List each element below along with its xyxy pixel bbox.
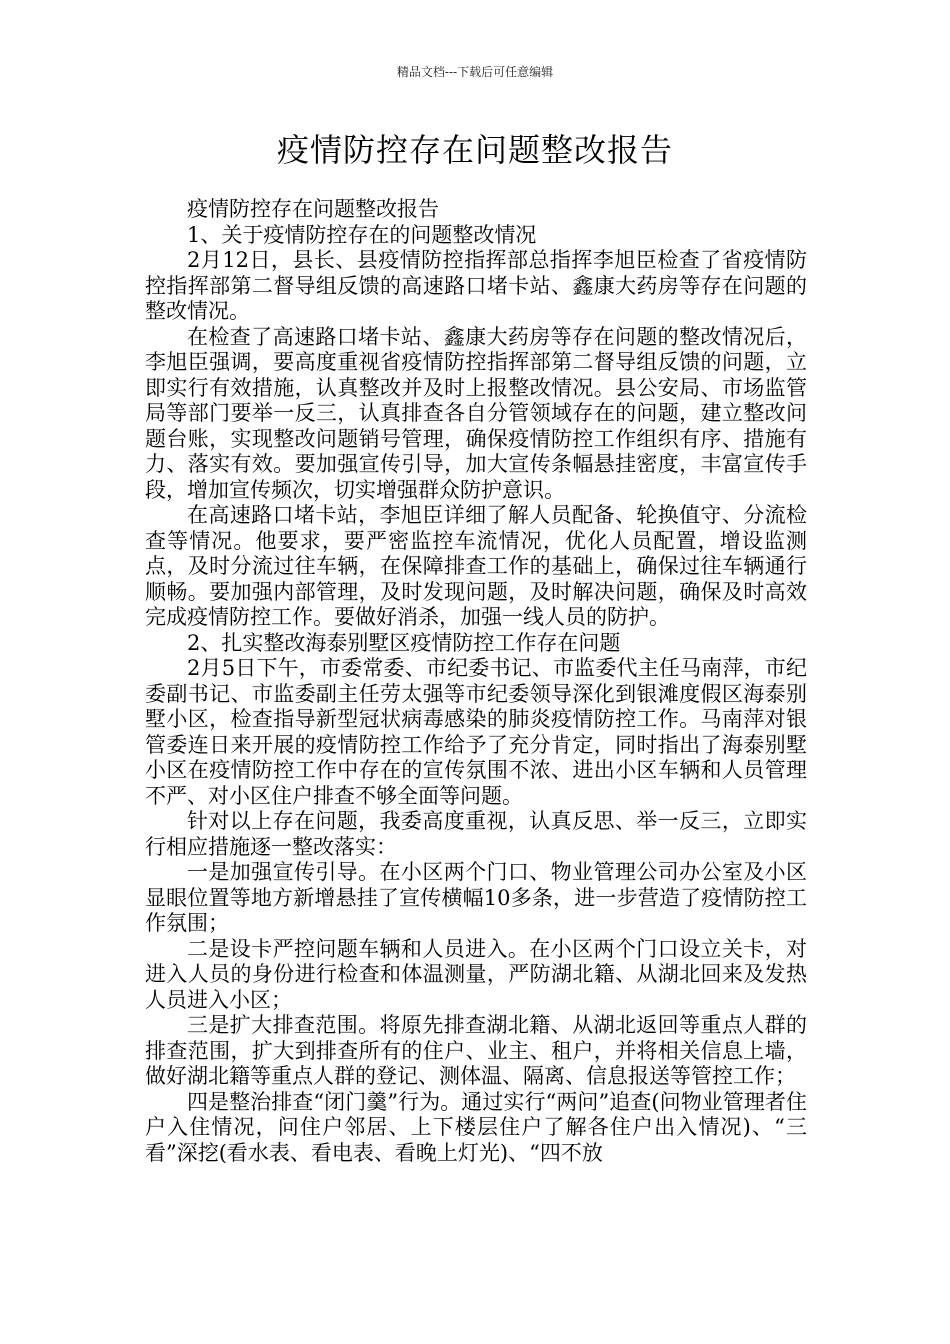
paragraph: 2月12日，县长、县疫情防控指挥部总指挥李旭臣检查了省疫情防控指挥部第二督导组反馈的高速路口堵卡站、鑫康大药房等存在问题的整改情况。 — [145, 248, 807, 323]
paragraph: 在高速路口堵卡站，李旭臣详细了解人员配备、轮换值守、分流检查等情况。他要求，要严密监控车流情况，优化人员配置，增设监测点，及时分流过往车辆，在保障排查工作的基础上，确保过往车辆通行顺畅。要加强内部管理，及时发现问题，及时解决问题，确保及时高效完成疫情防控工作。要做好消杀，加强一线人员的防护。 — [145, 503, 807, 629]
paragraph-subtitle: 疫情防控存在问题整改报告 — [187, 197, 439, 221]
paragraph-section-1-heading: 1、关于疫情防控存在的问题整改情况 — [187, 222, 537, 247]
paragraph: 2月5日下午，市委常委、市纪委书记、市监委代主任马南萍，市纪委副书记、市监委副主任劳太强等市纪委领导深化到银滩度假区海泰别墅小区，检查指导新型冠状病毒感染的肺炎疫情防控工作。马南萍对银管委连日来开展的疫情防控工作给予了充分肯定，同时指出了海泰别墅小区在疫情防控工作中存在的宣传氛围不浓、进出小区车辆和人员管理不严、对小区住户排查不够全面等问题。 — [145, 656, 807, 808]
page-header: 精品文档---下载后可任意编辑 — [396, 65, 554, 79]
paragraph-measure-1: 一是加强宣传引导。在小区两个门口、物业管理公司办公室及小区显眼位置等地方新增悬挂了宣传横幅10多条，进一步营造了疫情防控工作氛围； — [145, 860, 807, 935]
paragraph-measure-4: 四是整治排查“闭门羹”行为。通过实行“两问”追查(问物业管理者住户入住情况，问住户邻居、上下楼层住户了解各住户出入情况)、“三看”深挖(看水表、看电表、看晚上灯光)、“四不放 — [145, 1089, 807, 1165]
document-body — [145, 197, 807, 1166]
paragraph: 针对以上存在问题，我委高度重视，认真反思、举一反三，立即实行相应措施逐一整改落实： — [145, 809, 807, 859]
paragraph: 在检查了高速路口堵卡站、鑫康大药房等存在问题的整改情况后，李旭臣强调，要高度重视省疫情防控指挥部第二督导组反馈的问题，立即实行有效措施，认真整改并及时上报整改情况。县公安局、市场监管局等部门要举一反三，认真排查各自分管领域存在的问题，建立整改问题台账，实现整改问题销号管理，确保疫情防控工作组织有序、措施有力、落实有效。要加强宣传引导，加大宣传条幅悬挂密度，丰富宣传手段，增加宣传频次，切实增强群众防护意识。 — [145, 324, 807, 502]
paragraph-measure-2: 二是设卡严控问题车辆和人员进入。在小区两个门口设立关卡，对进入人员的身份进行检查和体温测量，严防湖北籍、从湖北回来及发热人员进入小区； — [145, 936, 807, 1012]
paragraph-section-2-heading: 2、扎实整改海泰别墅区疫情防控工作存在问题 — [187, 630, 621, 655]
document-title: 疫情防控存在问题整改报告 — [276, 131, 673, 169]
paragraph-measure-3: 三是扩大排查范围。将原先排查湖北籍、从湖北返回等重点人群的排查范围，扩大到排查所有的住户、业主、租户，并将相关信息上墙，做好湖北籍等重点人群的登记、测体温、隔离、信息报送等管控工作； — [145, 1013, 807, 1088]
